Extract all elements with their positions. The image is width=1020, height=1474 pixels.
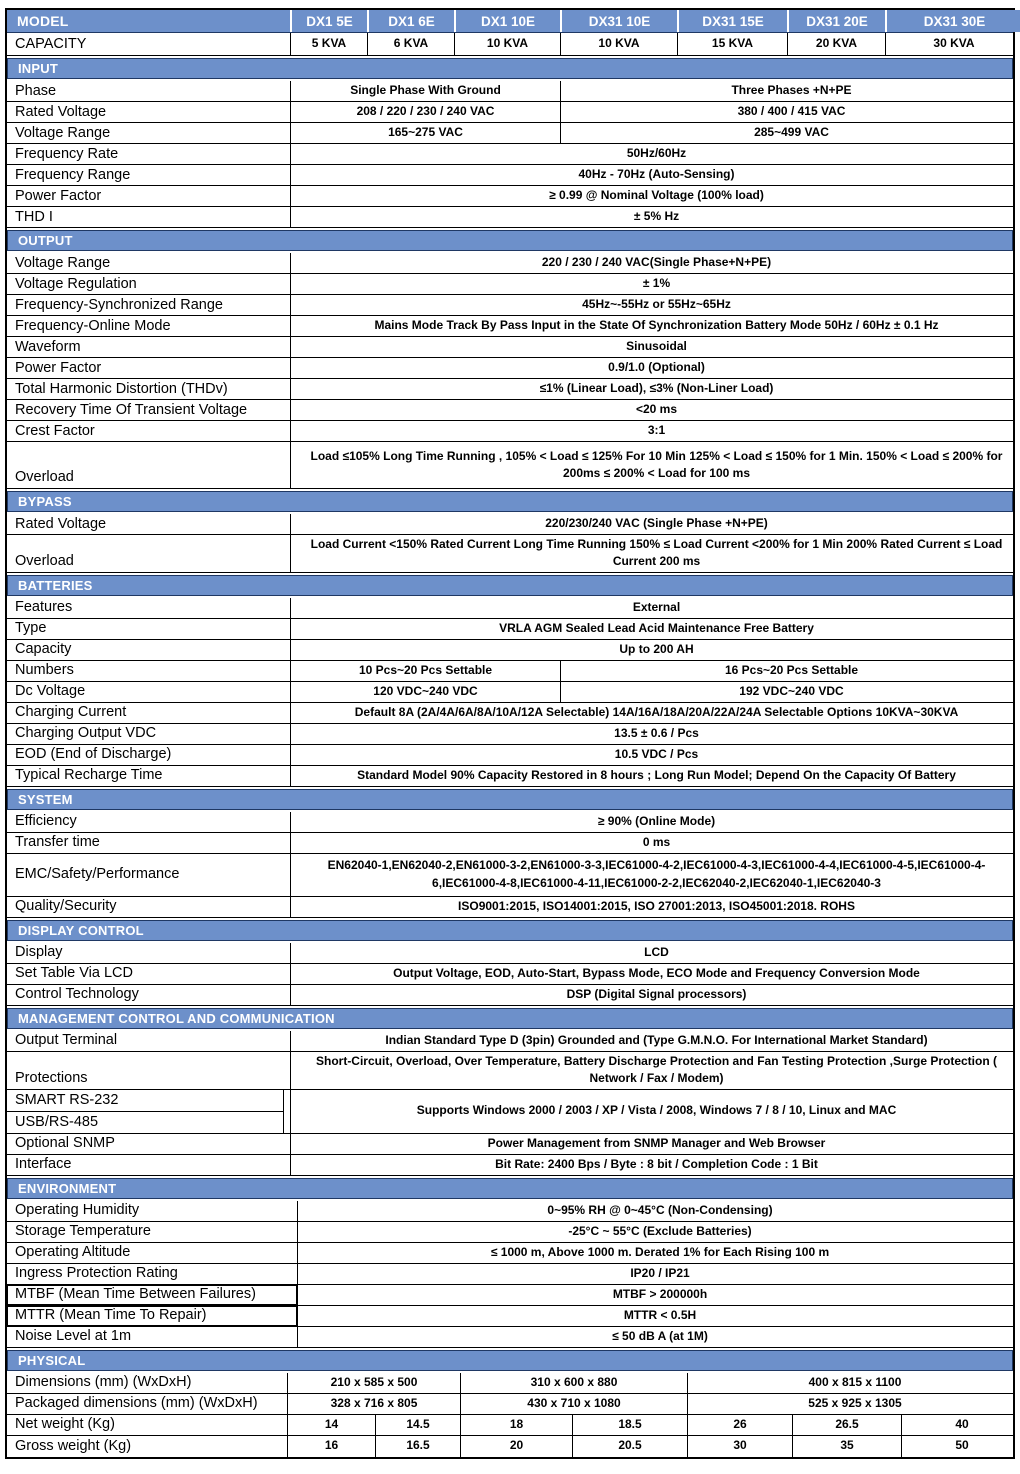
section-header-system: SYSTEM xyxy=(7,789,1013,810)
spec-row-power-factor xyxy=(7,186,1013,207)
spec-row-thd-i xyxy=(7,207,1013,228)
section-header-display-control: DISPLAY CONTROL xyxy=(7,920,1013,941)
row-label: Overload xyxy=(15,553,74,570)
row-value: 16 Pcs~20 Pcs Settable xyxy=(560,661,1020,681)
row-label: MTBF (Mean Time Between Failures) xyxy=(7,1285,297,1305)
row-value: Supports Windows 2000 / 2003 / XP / Vista / 2008, Windows 7 / 8 / 10, Linux and MAC xyxy=(290,1090,1020,1133)
row-value: 165~275 VAC xyxy=(290,123,560,143)
section-header-output: OUTPUT xyxy=(7,230,1013,251)
spec-row-features xyxy=(7,598,1013,619)
capacity-value-5: 15 KVA xyxy=(677,33,787,55)
spec-row-display xyxy=(7,943,1013,964)
row-value: ± 5% Hz xyxy=(290,207,1020,227)
row-label: Set Table Via LCD xyxy=(15,965,133,982)
row-value: 14.5 xyxy=(375,1415,460,1435)
spec-row-type xyxy=(7,619,1013,640)
row-label-usb-rs-485: USB/RS-485 xyxy=(7,1112,284,1133)
capacity-row xyxy=(7,33,1013,56)
row-value: MTTR < 0.5H xyxy=(297,1306,1020,1326)
row-label: Dc Voltage xyxy=(15,683,86,700)
spec-row-voltage-range xyxy=(7,123,1013,144)
spec-row-voltage-range xyxy=(7,253,1013,274)
section-bar-wrap-bypass xyxy=(7,489,1013,514)
spec-row-crest-factor xyxy=(7,421,1013,442)
row-value: 16 xyxy=(287,1436,375,1457)
model-header-label: MODEL xyxy=(7,10,290,32)
row-value: 14 xyxy=(287,1415,375,1435)
spec-row-charging-output-vdc xyxy=(7,724,1013,745)
row-label: EOD (End of Discharge) xyxy=(15,746,172,763)
section-bar-wrap-display-control xyxy=(7,918,1013,943)
spec-row-total-harmonic-distortion-thdv xyxy=(7,379,1013,400)
capacity-value-1: 5 KVA xyxy=(290,33,367,55)
spec-row-charging-current xyxy=(7,703,1013,724)
row-value: 3:1 xyxy=(290,421,1020,441)
row-value: 380 / 400 / 415 VAC xyxy=(560,102,1020,122)
spec-row-rated-voltage xyxy=(7,102,1013,123)
row-value: DSP (Digital Signal processors) xyxy=(290,985,1020,1005)
row-label: EMC/Safety/Performance xyxy=(15,866,180,883)
row-label: Recovery Time Of Transient Voltage xyxy=(15,401,248,418)
row-label: Frequency Rate xyxy=(15,145,119,162)
spec-row-phase xyxy=(7,81,1013,102)
row-label: THD I xyxy=(15,208,53,225)
row-value: Three Phases +N+PE xyxy=(560,81,1020,101)
model-header-cell-dx31-20e: DX31 20E xyxy=(787,10,885,32)
model-header-row xyxy=(7,10,1013,33)
spec-row-frequency-rate xyxy=(7,144,1013,165)
section-header-input: INPUT xyxy=(7,58,1013,79)
spec-row-efficiency xyxy=(7,812,1013,833)
spec-row-control-technology xyxy=(7,985,1013,1006)
row-label: Capacity xyxy=(15,641,72,658)
spec-row-mttr-mean-time-to-repair xyxy=(7,1306,1013,1327)
row-value: Up to 200 AH xyxy=(290,640,1020,660)
row-value: Bit Rate: 2400 Bps / Byte : 8 bit / Completion Code : 1 Bit xyxy=(290,1155,1020,1175)
row-label: Optional SNMP xyxy=(15,1135,115,1152)
row-value: 50Hz/60Hz xyxy=(290,144,1020,164)
spec-row-ingress-protection-rating xyxy=(7,1264,1013,1285)
row-value: ≥ 90% (Online Mode) xyxy=(290,812,1020,832)
row-value: IP20 / IP21 xyxy=(297,1264,1020,1284)
row-label: Power Factor xyxy=(15,187,102,204)
spec-row-noise-level-at-1m xyxy=(7,1327,1013,1348)
row-value: 120 VDC~240 VDC xyxy=(290,682,560,702)
row-label: Efficiency xyxy=(15,813,77,830)
row-value: 220/230/240 VAC (Single Phase +N+PE) xyxy=(290,514,1020,534)
row-label: Waveform xyxy=(15,338,81,355)
row-value: Standard Model 90% Capacity Restored in 8 hours ; Long Run Model; Depend On the Capacity Of Battery xyxy=(290,766,1020,786)
section-bar-wrap-physical xyxy=(7,1348,1013,1373)
capacity-value-3: 10 KVA xyxy=(454,33,560,55)
row-value: 210 x 585 x 500 xyxy=(287,1373,460,1393)
row-value: Output Voltage, EOD, Auto-Start, Bypass Mode, ECO Mode and Frequency Conversion Mode xyxy=(290,964,1020,984)
row-label: Dimensions (mm) (WxDxH) xyxy=(15,1374,192,1391)
row-value: 0.9/1.0 (Optional) xyxy=(290,358,1020,378)
row-value: Mains Mode Track By Pass Input in the State Of Synchronization Battery Mode 50Hz / 60Hz ± 0.1 Hz xyxy=(290,316,1020,336)
row-value: ≤1% (Linear Load), ≤3% (Non-Liner Load) xyxy=(290,379,1020,399)
row-label: Output Terminal xyxy=(15,1032,118,1049)
row-label: Operating Altitude xyxy=(15,1244,131,1261)
row-value: -25°C ~ 55°C (Exclude Batteries) xyxy=(297,1222,1020,1242)
row-value: 208 / 220 / 230 / 240 VAC xyxy=(290,102,560,122)
row-value: 40Hz - 70Hz (Auto-Sensing) xyxy=(290,165,1020,185)
row-label-group xyxy=(7,1090,290,1133)
row-label: Transfer time xyxy=(15,834,100,851)
row-label: Control Technology xyxy=(15,986,139,1003)
row-value: Short-Circuit, Overload, Over Temperature, Battery Discharge Protection and Fan Testing Protection ,Surge Protection ( Network / Fax / Modem) xyxy=(290,1052,1020,1089)
spec-row-emc-safety-performance xyxy=(7,854,1013,897)
row-value: EN62040-1,EN62040-2,EN61000-3-2,EN61000-3-3,IEC61000-4-2,IEC61000-4-3,IEC61000-4-4,IEC61000-4-5,IEC61000-4-6,IEC61000-4-8,IEC61000-4-11,IEC61000-2-2,IEC62040-2,IEC62040-1,IEC62040-3 xyxy=(290,854,1020,896)
row-value: 285~499 VAC xyxy=(560,123,1020,143)
section-bar-wrap-batteries xyxy=(7,573,1013,598)
row-value: VRLA AGM Sealed Lead Acid Maintenance Free Battery xyxy=(290,619,1020,639)
spec-row-voltage-regulation xyxy=(7,274,1013,295)
row-value: 400 x 815 x 1100 xyxy=(687,1373,1020,1393)
row-label: Voltage Range xyxy=(15,124,111,141)
row-value: 50 xyxy=(901,1436,1020,1457)
model-header-cell-dx1-5e: DX1 5E xyxy=(290,10,367,32)
row-label: Numbers xyxy=(15,662,74,679)
row-label: Rated Voltage xyxy=(15,515,107,532)
row-label: Phase xyxy=(15,82,57,99)
capacity-value-7: 30 KVA xyxy=(885,33,1020,55)
row-label: Quality/Security xyxy=(15,898,117,915)
row-value: 18 xyxy=(460,1415,572,1435)
section-bar-wrap-system xyxy=(7,787,1013,812)
spec-row-protections xyxy=(7,1052,1013,1090)
row-value: ISO9001:2015, ISO14001:2015, ISO 27001:2013, ISO45001:2018. ROHS xyxy=(290,897,1020,917)
row-label: Frequency-Synchronized Range xyxy=(15,296,223,313)
section-header-environment: ENVIRONMENT xyxy=(7,1178,1013,1199)
capacity-value-2: 6 KVA xyxy=(367,33,454,55)
row-label: Rated Voltage xyxy=(15,103,107,120)
row-value: ≤ 50 dB A (at 1M) xyxy=(297,1327,1020,1347)
spec-row-quality-security xyxy=(7,897,1013,918)
row-label: Overload xyxy=(15,469,74,486)
spec-row-gross-weight-kg xyxy=(7,1436,1013,1457)
row-value: 20.5 xyxy=(572,1436,687,1457)
spec-row-typical-recharge-time xyxy=(7,766,1013,787)
row-value: 310 x 600 x 880 xyxy=(460,1373,687,1393)
section-header-management-control-and-communication: MANAGEMENT CONTROL AND COMMUNICATION xyxy=(7,1008,1013,1029)
row-value: Power Management from SNMP Manager and Web Browser xyxy=(290,1134,1020,1154)
row-value: ± 1% xyxy=(290,274,1020,294)
row-value: 0~95% RH @ 0~45°C (Non-Condensing) xyxy=(297,1201,1020,1221)
spec-row-dimensions-mm-wxdxh xyxy=(7,1373,1013,1394)
capacity-row-label: CAPACITY xyxy=(15,35,87,52)
row-value: 45Hz~-55Hz or 55Hz~65Hz xyxy=(290,295,1020,315)
spec-row-overload xyxy=(7,535,1013,573)
row-value: External xyxy=(290,598,1020,618)
model-header-cell-dx31-15e: DX31 15E xyxy=(677,10,787,32)
spec-row-optional-snmp xyxy=(7,1134,1013,1155)
section-bar-wrap-management-control-and-communication xyxy=(7,1006,1013,1031)
row-value: 13.5 ± 0.6 / Pcs xyxy=(290,724,1020,744)
spec-row-interface xyxy=(7,1155,1013,1176)
spec-row-rated-voltage xyxy=(7,514,1013,535)
row-value: 0 ms xyxy=(290,833,1020,853)
row-value: 40 xyxy=(901,1415,1020,1435)
row-value: LCD xyxy=(290,943,1020,963)
row-label: Charging Current xyxy=(15,704,127,721)
ups-specification-table xyxy=(5,8,1015,1459)
spec-row-power-factor xyxy=(7,358,1013,379)
section-bar-wrap-input xyxy=(7,56,1013,81)
row-label: Type xyxy=(15,620,47,637)
row-value: 20 xyxy=(460,1436,572,1457)
spec-row-storage-temperature xyxy=(7,1222,1013,1243)
spec-row-output-terminal xyxy=(7,1031,1013,1052)
row-value: Indian Standard Type D (3pin) Grounded and (Type G.M.N.O. For International Market Standard) xyxy=(290,1031,1020,1051)
row-label: MTTR (Mean Time To Repair) xyxy=(7,1306,297,1326)
row-label: Interface xyxy=(15,1156,72,1173)
row-value: 220 / 230 / 240 VAC(Single Phase+N+PE) xyxy=(290,253,1020,273)
row-value: ≥ 0.99 @ Nominal Voltage (100% load) xyxy=(290,186,1020,206)
spec-row-frequency-synchronized-range xyxy=(7,295,1013,316)
model-header-cell-dx1-6e: DX1 6E xyxy=(367,10,454,32)
row-label: Ingress Protection Rating xyxy=(15,1265,178,1282)
spec-row-operating-altitude xyxy=(7,1243,1013,1264)
section-header-bypass: BYPASS xyxy=(7,491,1013,512)
row-label: Display xyxy=(15,944,63,961)
section-bar-wrap-output xyxy=(7,228,1013,253)
section-header-physical: PHYSICAL xyxy=(7,1350,1013,1371)
row-label: Voltage Regulation xyxy=(15,275,137,292)
spec-row-dc-voltage xyxy=(7,682,1013,703)
row-value: 10.5 VDC / Pcs xyxy=(290,745,1020,765)
row-value: Sinusoidal xyxy=(290,337,1020,357)
row-value: Single Phase With Ground xyxy=(290,81,560,101)
capacity-value-4: 10 KVA xyxy=(560,33,677,55)
row-label: Typical Recharge Time xyxy=(15,767,163,784)
capacity-value-6: 20 KVA xyxy=(787,33,885,55)
spec-row-mtbf-mean-time-between-failures xyxy=(7,1285,1013,1306)
model-header-cell-dx31-10e: DX31 10E xyxy=(560,10,677,32)
row-label: Features xyxy=(15,599,73,616)
row-value: 328 x 716 x 805 xyxy=(287,1394,460,1414)
row-label-smart-rs-232: SMART RS-232 xyxy=(7,1090,284,1112)
spec-row-set-table-via-lcd xyxy=(7,964,1013,985)
row-label: Packaged dimensions (mm) (WxDxH) xyxy=(15,1395,258,1412)
row-value: <20 ms xyxy=(290,400,1020,420)
row-value: Default 8A (2A/4A/6A/8A/10A/12A Selectable) 14A/16A/18A/20A/22A/24A Selectable Options 10KVA~30KVA xyxy=(290,703,1020,723)
spec-row-packaged-dimensions-mm-wxdxh xyxy=(7,1394,1013,1415)
row-label: Operating Humidity xyxy=(15,1202,140,1219)
row-value: 430 x 710 x 1080 xyxy=(460,1394,687,1414)
spec-row-frequency-range xyxy=(7,165,1013,186)
row-label: Storage Temperature xyxy=(15,1223,151,1240)
row-value: Load Current <150% Rated Current Long Time Running 150% ≤ Load Current <200% for 1 Min 200% Rated Current ≤ Load Current 200 ms xyxy=(290,535,1020,572)
spec-row-frequency-online-mode xyxy=(7,316,1013,337)
row-label: Net weight (Kg) xyxy=(15,1416,115,1433)
section-bar-wrap-environment xyxy=(7,1176,1013,1201)
row-label: Charging Output VDC xyxy=(15,725,157,742)
spec-row-transfer-time xyxy=(7,833,1013,854)
row-label: Total Harmonic Distortion (THDv) xyxy=(15,380,228,397)
row-label: Frequency-Online Mode xyxy=(15,317,171,334)
row-value: MTBF > 200000h xyxy=(297,1285,1020,1305)
model-header-cell-dx1-10e: DX1 10E xyxy=(454,10,560,32)
row-label: Noise Level at 1m xyxy=(15,1328,132,1345)
row-value: 10 Pcs~20 Pcs Settable xyxy=(290,661,560,681)
row-label: Crest Factor xyxy=(15,422,95,439)
spec-row-net-weight-kg xyxy=(7,1415,1013,1436)
row-value: 16.5 xyxy=(375,1436,460,1457)
row-value: 35 xyxy=(792,1436,901,1457)
section-header-batteries: BATTERIES xyxy=(7,575,1013,596)
row-value: Load ≤105% Long Time Running , 105% < Load ≤ 125% For 10 Min 125% < Load ≤ 150% for 1 Min. 150% < Load ≤ 200% for 200ms ≤ 200% < Load for 100 ms xyxy=(290,442,1020,488)
spec-row-overload xyxy=(7,442,1013,489)
row-value: 30 xyxy=(687,1436,792,1457)
spec-row-smart-rs-232 xyxy=(7,1090,1013,1134)
row-label: Voltage Range xyxy=(15,254,111,271)
row-value: ≤ 1000 m, Above 1000 m. Derated 1% for Each Rising 100 m xyxy=(297,1243,1020,1263)
row-value: 525 x 925 x 1305 xyxy=(687,1394,1020,1414)
row-value: 26.5 xyxy=(792,1415,901,1435)
row-value: 26 xyxy=(687,1415,792,1435)
spec-row-numbers xyxy=(7,661,1013,682)
row-label: Frequency Range xyxy=(15,166,131,183)
row-value: 18.5 xyxy=(572,1415,687,1435)
row-value: 192 VDC~240 VDC xyxy=(560,682,1020,702)
spec-row-eod-end-of-discharge xyxy=(7,745,1013,766)
row-label: Power Factor xyxy=(15,359,102,376)
spec-row-operating-humidity xyxy=(7,1201,1013,1222)
spec-row-waveform xyxy=(7,337,1013,358)
spec-row-capacity xyxy=(7,640,1013,661)
model-header-cell-dx31-30e: DX31 30E xyxy=(885,10,1020,32)
row-label: Protections xyxy=(15,1069,88,1086)
spec-row-recovery-time-of-transient-voltage xyxy=(7,400,1013,421)
row-label: Gross weight (Kg) xyxy=(15,1437,132,1454)
